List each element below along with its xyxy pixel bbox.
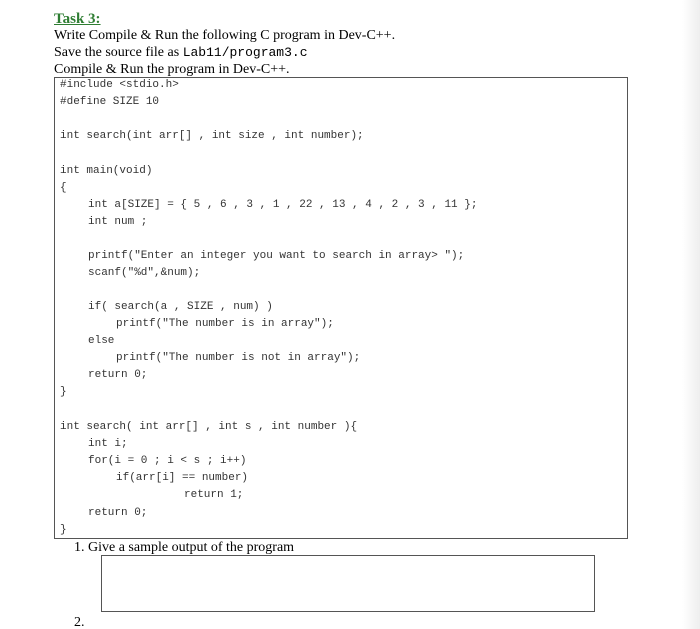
code-line: return 1;	[184, 489, 244, 501]
task-title: Task 3:	[54, 11, 101, 27]
code-line: printf("The number is in array");	[116, 318, 334, 330]
code-line: printf("The number is not in array");	[116, 352, 361, 364]
code-line: scanf("%d",&num);	[88, 267, 201, 279]
code-line: #include <stdio.h>	[60, 79, 179, 91]
source-filename: Lab11/program3.c	[182, 45, 308, 60]
code-line: int main(void)	[60, 165, 153, 177]
question-2: 2.	[74, 615, 85, 629]
instruction-save-file	[54, 45, 308, 61]
code-line: int num ;	[88, 216, 148, 228]
code-line: return 0;	[88, 507, 148, 519]
code-line: if( search(a , SIZE , num) )	[88, 301, 273, 313]
answer-box[interactable]	[101, 555, 595, 612]
code-line: {	[60, 182, 67, 194]
code-line: int search( int arr[] , int s , int number ){	[60, 421, 358, 433]
code-line: int a[SIZE] = { 5 , 6 , 3 , 1 , 22 , 13 , 4 , 2 , 3 , 11 };	[88, 199, 478, 211]
code-line: int i;	[88, 438, 128, 450]
page-edge-shadow	[682, 0, 700, 629]
code-line: }	[60, 524, 67, 536]
instruction-write-compile: Write Compile & Run the following C program in Dev-C++.	[54, 28, 396, 43]
question-1: 1. Give a sample output of the program	[74, 540, 295, 555]
code-line: int search(int arr[] , int size , int number);	[60, 130, 364, 142]
code-line: return 0;	[88, 369, 148, 381]
code-line: else	[88, 335, 115, 347]
code-line: #define SIZE 10	[60, 96, 160, 108]
code-line: printf("Enter an integer you want to search in array> ");	[88, 250, 465, 262]
code-line: if(arr[i] == number)	[116, 472, 249, 484]
code-listing-box	[54, 77, 628, 539]
instruction-save-prefix: Save the source file as	[54, 45, 183, 60]
code-line: }	[60, 386, 67, 398]
instruction-compile-run: Compile & Run the program in Dev-C++.	[54, 62, 290, 77]
code-line: for(i = 0 ; i < s ; i++)	[88, 455, 247, 467]
